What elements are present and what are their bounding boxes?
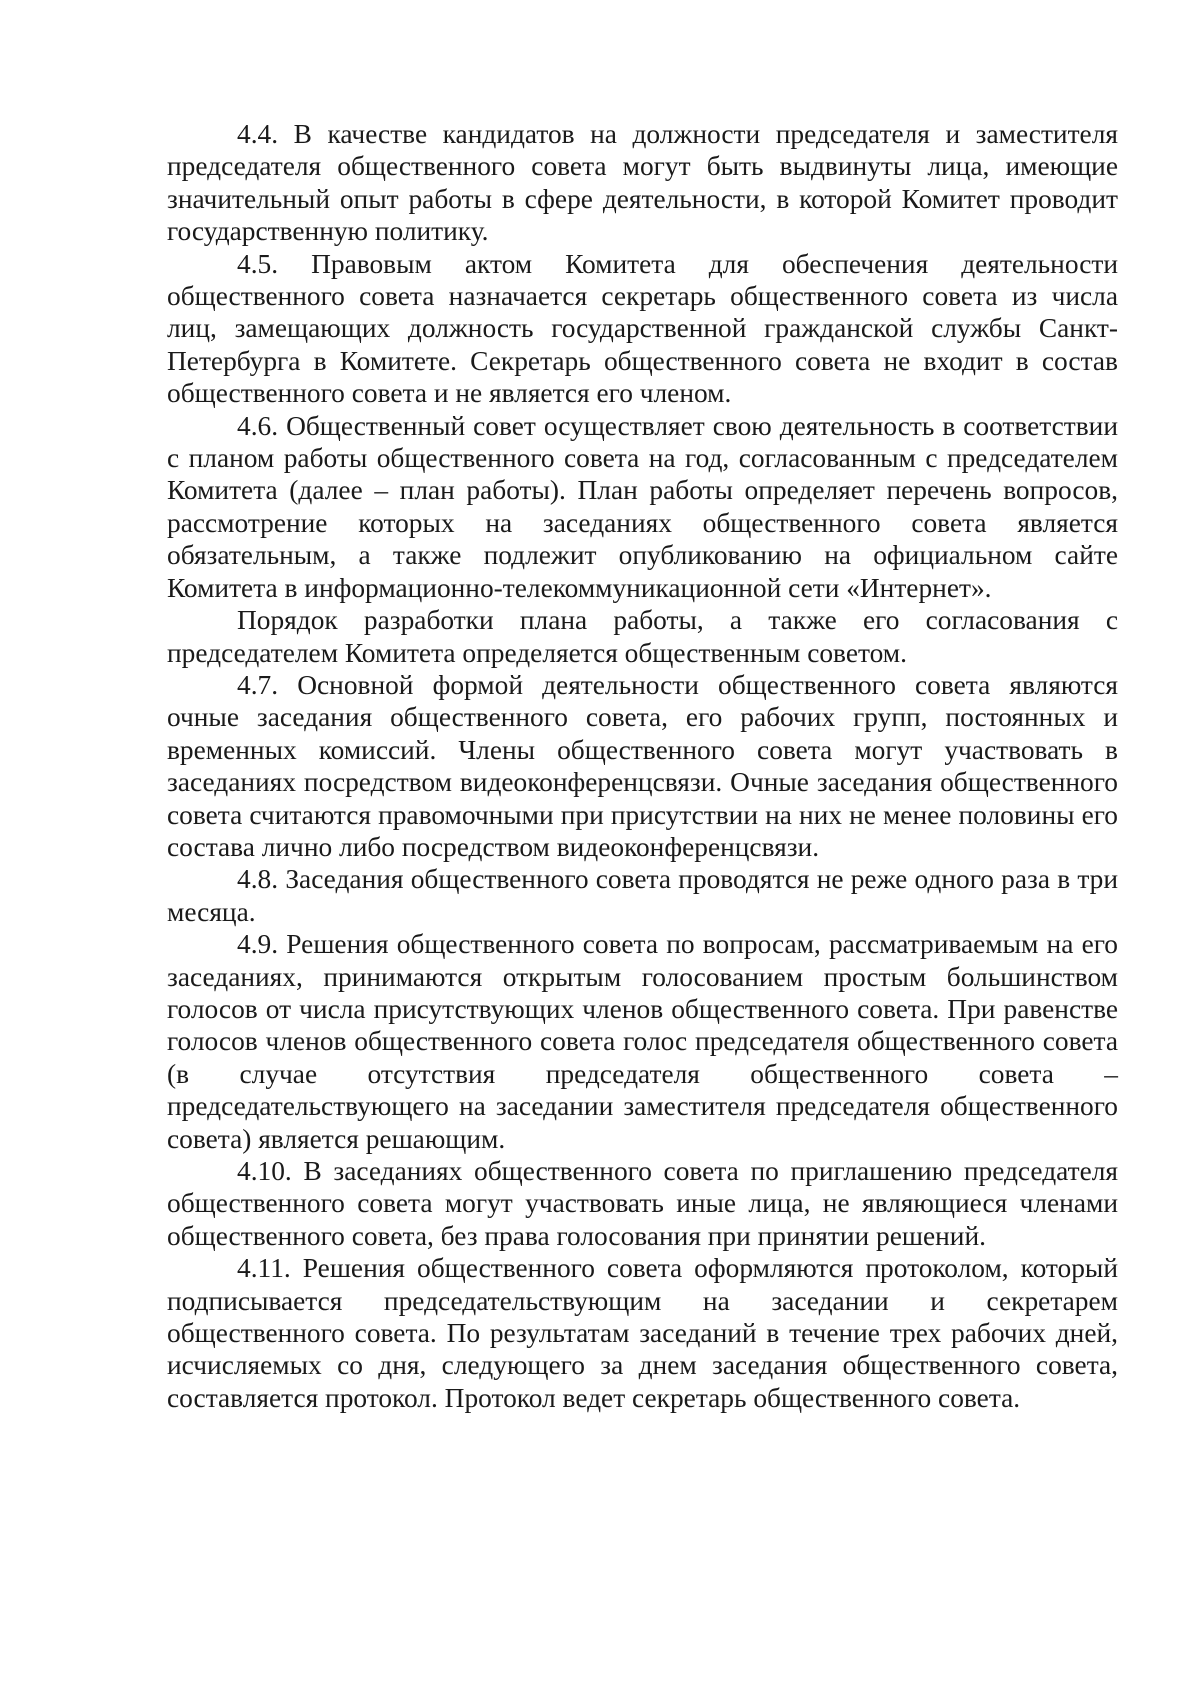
paragraph-text: Заседания общественного совета проводятся не реже одного раза в три месяца. xyxy=(167,864,1118,927)
paragraph-text: Порядок разработки плана работы, а также его согласования с председателем Комитета определяется общественным советом. xyxy=(167,605,1118,668)
paragraph-4-5 xyxy=(167,248,1118,410)
paragraph-4-4 xyxy=(167,118,1118,248)
paragraph-4-10 xyxy=(167,1155,1118,1252)
paragraph-text: Общественный совет осуществляет свою деятельность в соответствии с планом работы общественного совета на год, согласованным с председателем Комитета (далее – план работы). План работы определяет перечень вопросов, рассмотрение которых на заседаниях общественного совета является обязательным, а также подлежит опубликованию на официальном сайте Комитета в информационно-телекоммуникационной сети «Интернет». xyxy=(167,410,1118,603)
paragraph-text: В заседаниях общественного совета по приглашению председателя общественного совета могут участвовать иные лица, не являющиеся членами общественного совета, без права голосования при принятии решений. xyxy=(167,1156,1118,1251)
paragraph-number: 4.8. xyxy=(237,864,279,895)
paragraph-4-11 xyxy=(167,1252,1118,1414)
paragraph-text: В качестве кандидатов на должности председателя и заместителя председателя общественного совета могут быть выдвинуты лица, имеющие значительный опыт работы в сфере деятельности, в которой Комитет проводит государственную политику. xyxy=(167,119,1118,247)
paragraph-number: 4.10. xyxy=(237,1156,292,1186)
paragraph-4-7 xyxy=(167,669,1118,863)
paragraph-text: Правовым актом Комитета для обеспечения деятельности общественного совета назначается секретарь общественного совета из числа лиц, замещающих должность государственной гражданской службы Санкт-Петербурга в Комитете. Секретарь общественного совета не входит в состав общественного совета и не является его членом. xyxy=(167,248,1118,409)
paragraph-4-9 xyxy=(167,928,1118,1155)
paragraph-4-8 xyxy=(167,863,1118,928)
paragraph-number: 4.5. xyxy=(237,248,279,279)
paragraph-4-6-procedure xyxy=(167,604,1118,669)
paragraph-text: Решения общественного совета по вопросам, рассматриваемым на его заседаниях, принимаются открытым голосованием простым большинством голосов от числа присутствующих членов общественного совета. При равенстве голосов членов общественного совета голос председателя общественного совета (в случае отсутствия председателя общественного совета – председательствующего на заседании заместителя председателя общественного совета) является решающим. xyxy=(167,929,1118,1154)
paragraph-4-6 xyxy=(167,410,1118,604)
paragraph-number: 4.9. xyxy=(237,929,279,960)
paragraph-text: Решения общественного совета оформляются протоколом, который подписывается председательствующим на заседании и секретарем общественного совета. По результатам заседаний в течение трех рабочих дней, исчисляемых со дня, следующего за днем заседания общественного совета, составляется протокол. Протокол ведет секретарь общественного совета. xyxy=(167,1253,1118,1413)
paragraph-number: 4.7. xyxy=(237,669,279,700)
document-body xyxy=(167,118,1118,1414)
paragraph-number: 4.11. xyxy=(237,1253,291,1284)
paragraph-number: 4.6. xyxy=(237,410,279,441)
paragraph-number: 4.4. xyxy=(237,119,279,149)
paragraph-text: Основной формой деятельности общественного совета являются очные заседания общественного совета, его рабочих групп, постоянных и временных комиссий. Члены общественного совета могут участвовать в заседаниях посредством видеоконференцсвязи. Очные заседания общественного совета считаются правомочными при присутствии на них не менее половины его состава лично либо посредством видеоконференцсвязи. xyxy=(167,669,1118,862)
